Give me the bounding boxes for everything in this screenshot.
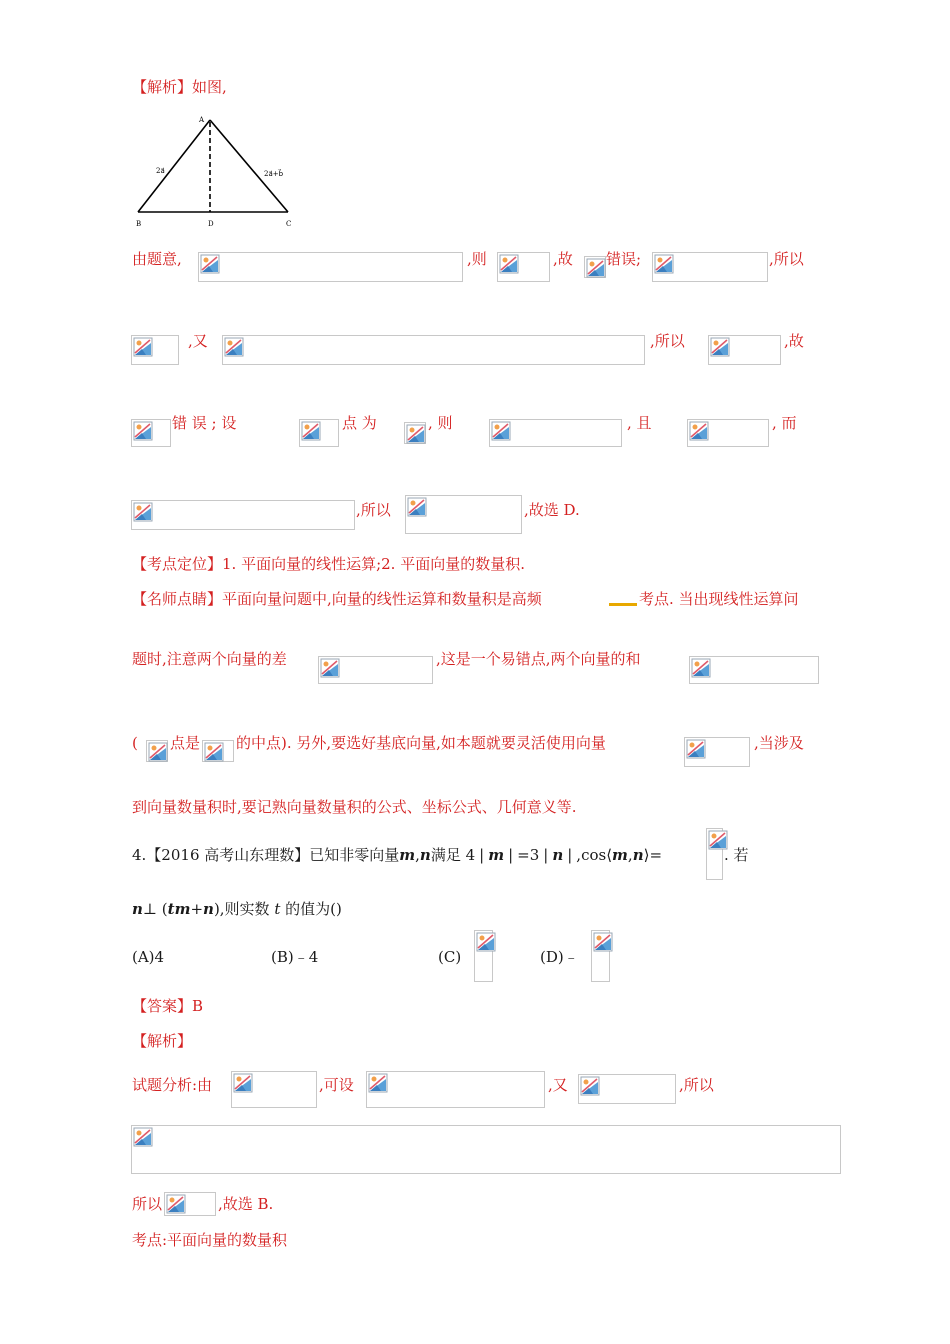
q4-stem-f: . 若: [724, 846, 749, 864]
sol-l1-text-c: ,故: [553, 250, 573, 268]
broken-image-icon: [200, 254, 220, 274]
vector-label-right: 2a⃗+b⃗: [264, 170, 284, 178]
formula-image: [584, 256, 606, 278]
answer: 【答案】B: [132, 997, 204, 1015]
option-d: (D)﹣: [540, 948, 579, 966]
broken-image-icon: [233, 1073, 253, 1093]
solution-heading: 【解析】如图,: [132, 78, 227, 96]
jiexi-heading: 【解析】: [132, 1032, 193, 1050]
broken-image-icon: [586, 258, 606, 278]
sol-l3-text-b: 点 为: [342, 414, 377, 432]
q4-sol-l3-b: ,故选 B.: [218, 1195, 274, 1213]
broken-image-icon: [691, 658, 711, 678]
kaodian-dingwei: 【考点定位】1. 平面向量的线性运算;2. 平面向量的数量积.: [132, 555, 525, 573]
q4-line2-a: ⊥ (: [142, 900, 168, 918]
broken-image-icon: [499, 254, 519, 274]
mingshi-l3-c: 的中点). 另外,要选好基底向量,如本题就要灵活使用向量: [236, 734, 606, 752]
option-c: (C): [438, 948, 462, 966]
mingshi-l3-d: ,当涉及: [754, 734, 804, 752]
broken-image-icon: [368, 1073, 388, 1093]
broken-image-icon: [133, 421, 153, 441]
formula-image: [591, 930, 610, 982]
sol-l2-text-a: ,又: [188, 332, 208, 350]
formula-image: [706, 828, 723, 880]
formula-image: [131, 500, 355, 530]
q4-comma: ,: [415, 846, 420, 864]
broken-image-icon: [133, 337, 153, 357]
sol-l4-text-b: ,故选 D.: [524, 501, 580, 519]
formula-image: [299, 419, 339, 447]
mingshi-l1-a: 【名师点睛】平面向量问题中,向量的线性运算和数量积是高频: [132, 590, 542, 608]
broken-image-icon: [710, 337, 730, 357]
q4-stem-d: ,cos⟨: [576, 846, 613, 864]
var-n: n: [632, 846, 644, 864]
broken-image-icon: [133, 502, 153, 522]
q4-stem-a: 4.【2016 高考山东理数】已知非零向量: [132, 846, 400, 864]
sol-l1-text-e: ,所以: [769, 250, 804, 268]
q4-line2-b: ),则实数: [213, 900, 270, 918]
formula-image: [131, 1125, 841, 1174]
sol-l3-text-d: , 且: [627, 414, 652, 432]
vertex-label-d: D: [208, 220, 214, 228]
q4-line2: [132, 899, 342, 919]
formula-image: [222, 335, 645, 365]
option-a: (A)4: [132, 948, 165, 966]
formula-image: [198, 252, 463, 282]
mingshi-l4: 到向量数量积时,要记熟向量数量积的公式、坐标公式、几何意义等.: [132, 798, 577, 816]
broken-image-icon: [407, 497, 427, 517]
sol-l1-text-a: 由题意,: [132, 250, 182, 268]
var-m: m: [612, 846, 628, 864]
mingshi-l2-a: 题时,注意两个向量的差: [132, 650, 287, 668]
var-m: m: [488, 846, 505, 864]
formula-image: [202, 740, 234, 762]
sol-l4-text-a: ,所以: [356, 501, 391, 519]
q4-comma: ,: [627, 846, 633, 864]
var-tm: tm: [167, 900, 191, 918]
formula-image: [652, 252, 768, 282]
mingshi-l1-b: 考点. 当出现线性运算问: [639, 590, 799, 608]
q4-sol-l1-c: ,又: [548, 1076, 568, 1094]
formula-image: [689, 656, 819, 684]
formula-image: [474, 930, 493, 982]
formula-image: [131, 419, 171, 447]
mingshi-l3-b: 点是: [170, 734, 201, 752]
broken-image-icon: [689, 421, 709, 441]
var-m: m: [399, 846, 416, 864]
vector-label-left: 2a⃗: [156, 167, 165, 175]
kaodian: 考点:平面向量的数量积: [132, 1231, 288, 1249]
broken-image-icon: [686, 739, 706, 759]
formula-image: [404, 422, 426, 444]
q4-stem: 4.【2016 高考山东理数】已知非零向量m,n满足 4 | m | =3 | n | ,cos⟨m,n⟩=: [132, 846, 663, 864]
broken-image-icon: [320, 658, 340, 678]
var-n: n: [419, 846, 431, 864]
broken-image-icon: [476, 932, 496, 952]
var-n: n: [132, 900, 143, 918]
vertex-label-a: A: [199, 116, 205, 124]
option-b: (B)﹣4: [271, 948, 319, 966]
formula-image: [578, 1074, 676, 1104]
mingshi-l3-a: (: [132, 734, 138, 752]
q4-sol-l1-a: 试题分析:由: [132, 1076, 213, 1094]
broken-image-icon: [301, 421, 321, 441]
formula-image: [164, 1192, 216, 1216]
mingshi-l2-b: ,这是一个易错点,两个向量的和: [436, 650, 641, 668]
var-n: n: [203, 900, 214, 918]
vertex-label-b: B: [136, 220, 142, 228]
formula-image: [489, 419, 622, 447]
underline-mark: [609, 603, 637, 606]
formula-image: [231, 1071, 317, 1108]
sol-l2-text-b: ,所以: [650, 332, 685, 350]
formula-image: [684, 737, 750, 767]
formula-image: [708, 335, 781, 365]
var-t: t: [274, 900, 281, 918]
broken-image-icon: [166, 1194, 186, 1214]
formula-image: [318, 656, 433, 684]
sol-l1-text-b: ,则: [467, 250, 487, 268]
triangle-figure: [128, 108, 298, 230]
broken-image-icon: [204, 742, 224, 762]
sol-l2-text-c: ,故: [784, 332, 804, 350]
sol-l3-text-e: , 而: [772, 414, 797, 432]
q4-sol-l3-a: 所以: [132, 1195, 163, 1213]
broken-image-icon: [491, 421, 511, 441]
q4-stem-e: ⟩=: [643, 846, 663, 864]
vertex-label-c: C: [286, 220, 292, 228]
sol-l3-text-c: , 则: [428, 414, 453, 432]
formula-image: [687, 419, 769, 447]
broken-image-icon: [406, 424, 426, 444]
sol-l1-text-d: 错误;: [606, 250, 642, 268]
broken-image-icon: [224, 337, 244, 357]
q4-sol-l1-b: ,可设: [319, 1076, 354, 1094]
q4-sol-l1-d: ,所以: [679, 1076, 714, 1094]
broken-image-icon: [148, 742, 168, 762]
sol-l3-text-a: 错 误 ; 设: [172, 414, 237, 432]
q4-stem-b: 满足 4: [430, 846, 476, 864]
broken-image-icon: [580, 1076, 600, 1096]
q4-stem-c: =3: [517, 846, 540, 864]
formula-image: [366, 1071, 545, 1108]
q4-line2-plus: +: [190, 900, 204, 918]
q4-line2-c: 的值为(): [285, 900, 342, 918]
formula-image: [405, 495, 522, 534]
formula-image: [497, 252, 550, 282]
formula-image: [131, 335, 179, 365]
formula-image: [146, 740, 168, 762]
broken-image-icon: [133, 1127, 153, 1147]
var-n: n: [552, 846, 564, 864]
broken-image-icon: [654, 254, 674, 274]
broken-image-icon: [593, 932, 613, 952]
